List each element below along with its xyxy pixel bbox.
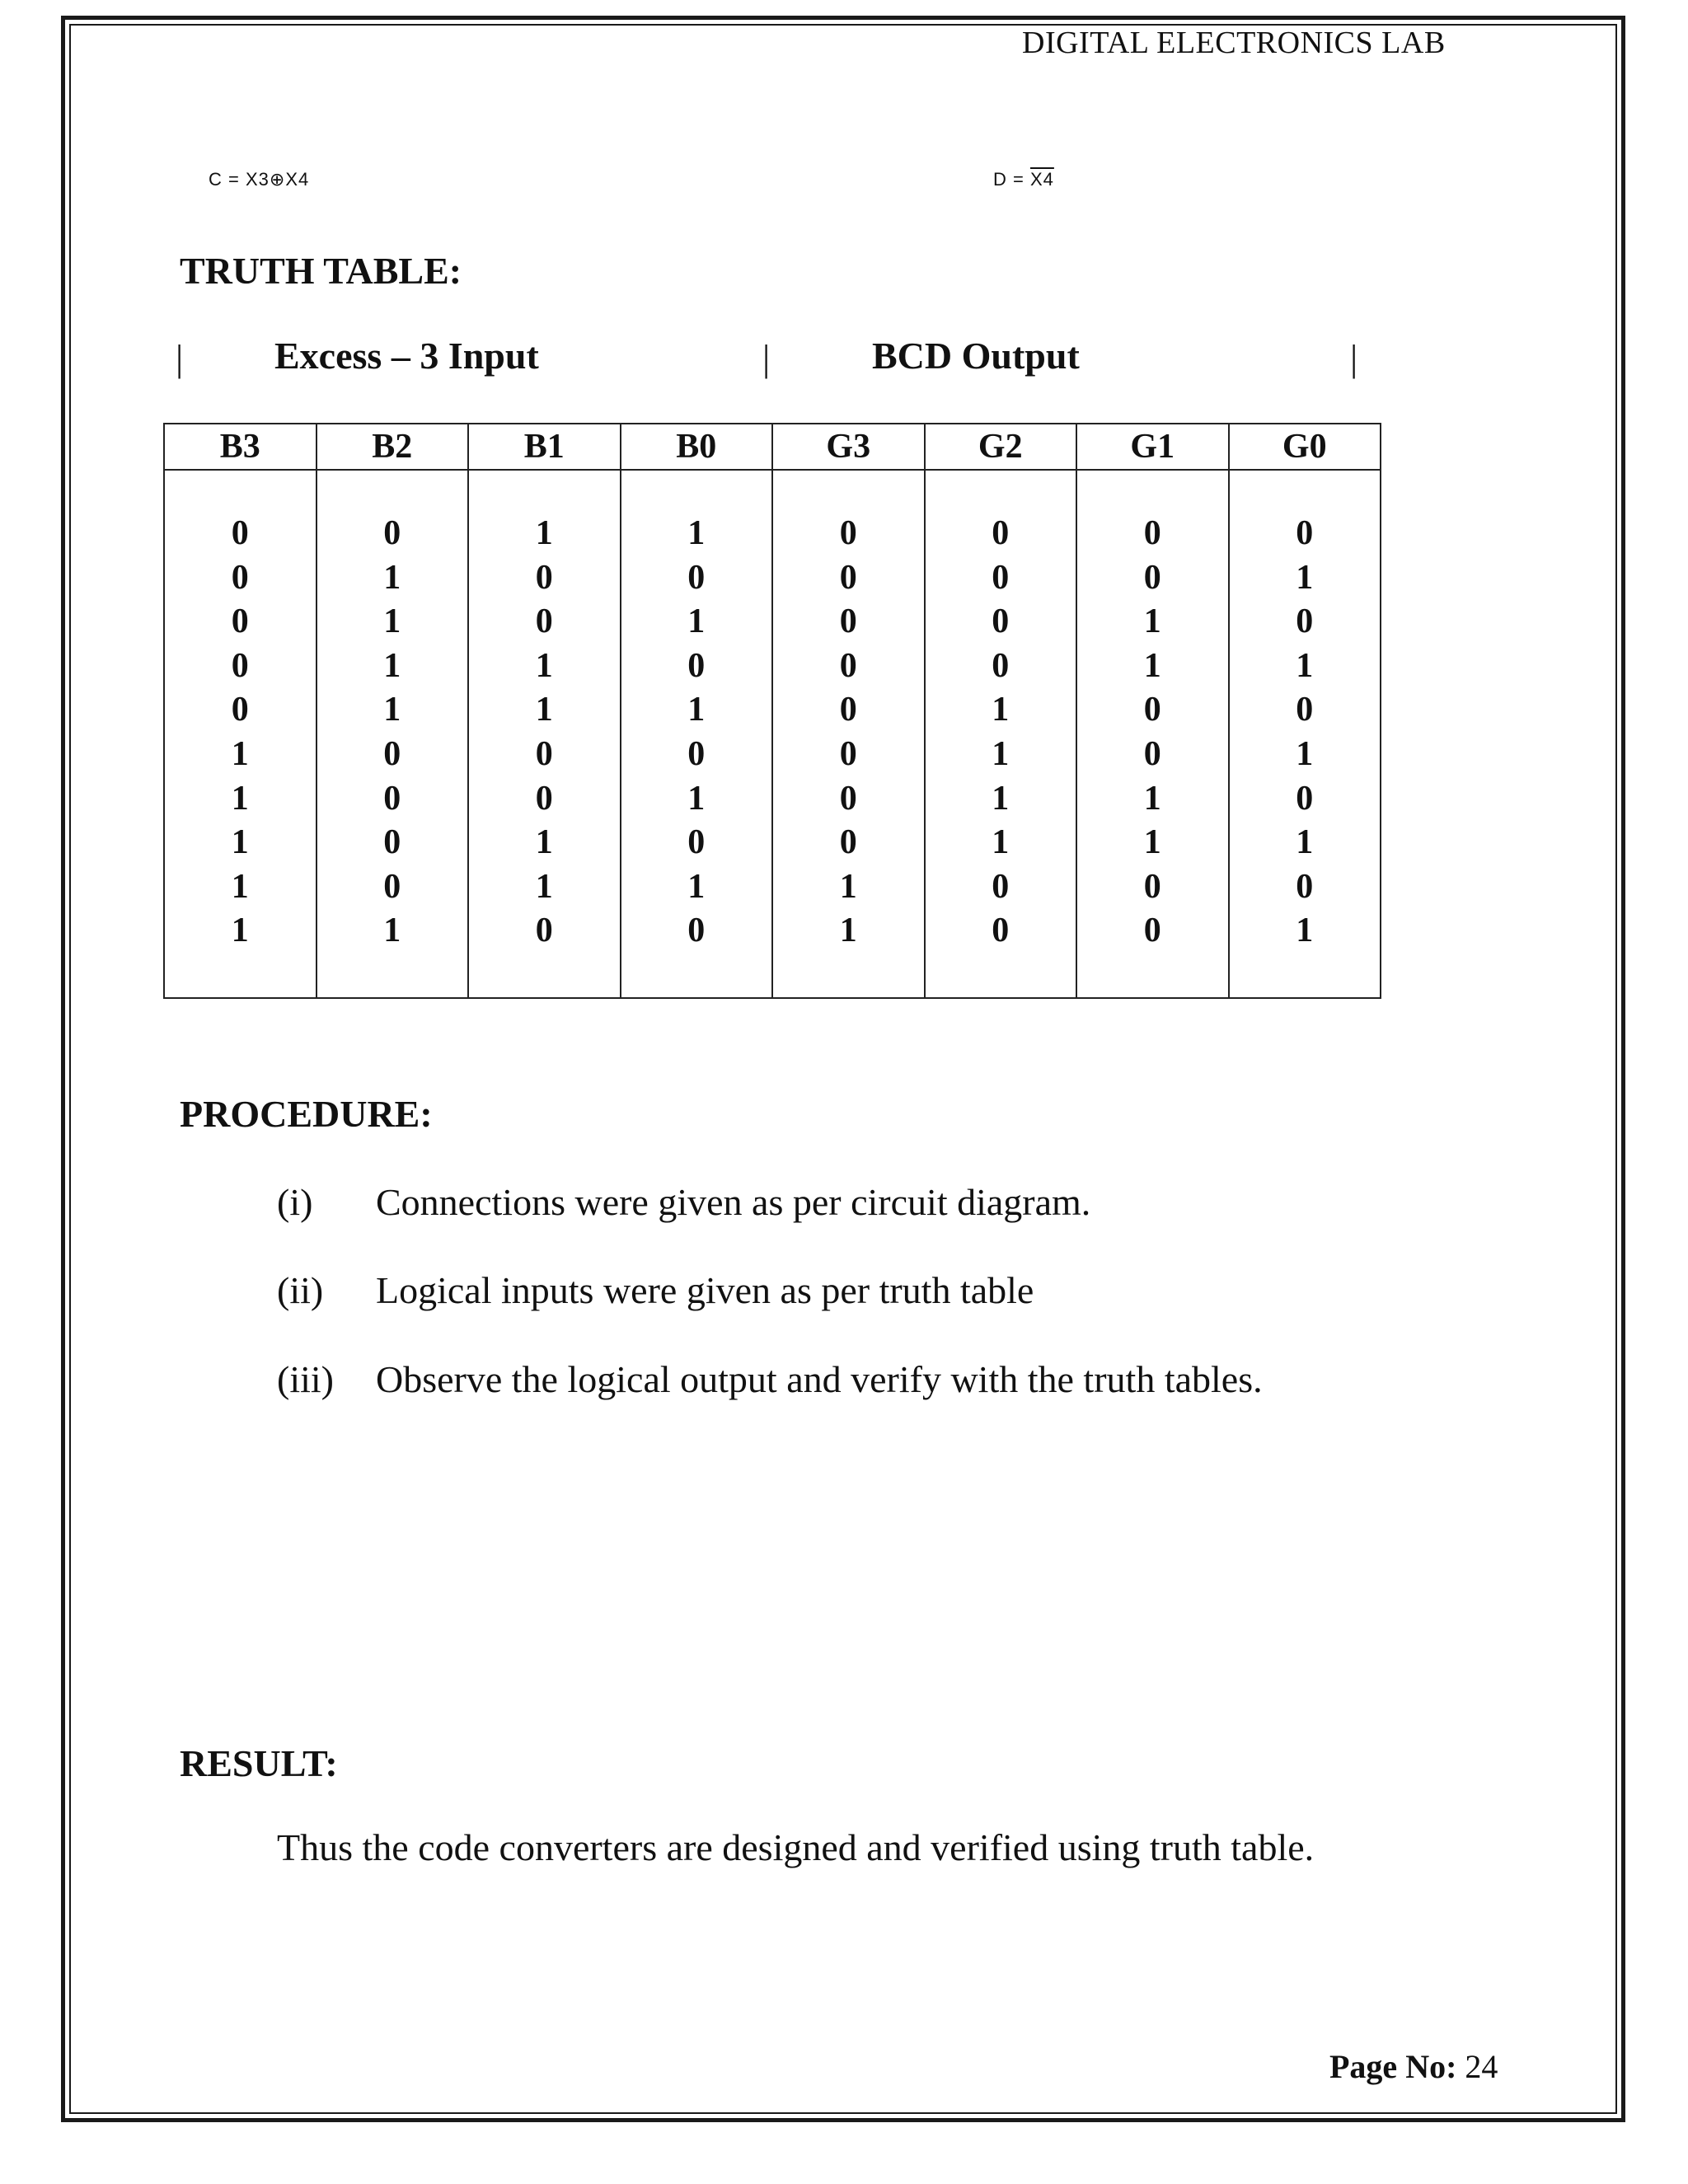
truth-table-cell: 1 (839, 912, 857, 950)
group-divider-middle: | (762, 337, 771, 379)
truth-table-values (317, 471, 468, 954)
truth-table-cell: 1 (383, 602, 401, 641)
truth-table-values (1077, 471, 1228, 954)
truth-table-cell: 1 (992, 734, 1010, 773)
truth-table-cell: 1 (383, 912, 401, 950)
truth-table-cell: 1 (1296, 646, 1314, 685)
truth-table-cell: 1 (231, 734, 249, 773)
truth-table-cell: 0 (383, 514, 401, 552)
truth-table-cell: 1 (687, 779, 706, 818)
truth-table-cell: 1 (1296, 558, 1314, 597)
procedure-step-text: Logical inputs were given as per truth table (376, 1269, 1034, 1311)
truth-table-cell: 1 (535, 646, 553, 685)
truth-table-cell: 0 (839, 514, 857, 552)
truth-table-header-cell: G1 (1077, 424, 1228, 471)
truth-table-cell: 0 (1143, 867, 1161, 906)
page-header: DIGITAL ELECTRONICS LAB (1022, 26, 1446, 60)
truth-table-cell: 0 (992, 646, 1010, 685)
truth-table-cell: 1 (535, 691, 553, 729)
procedure-step-text: Observe the logical output and verify with the truth tables. (376, 1358, 1263, 1400)
formula-d-lhs: D = (993, 169, 1030, 190)
truth-table-cell: 1 (1296, 734, 1314, 773)
truth-table-cell: 0 (839, 734, 857, 773)
truth-table-values (926, 471, 1076, 954)
truth-table-values (165, 471, 316, 954)
truth-table-cell: 0 (1296, 602, 1314, 641)
result-title: RESULT: (180, 1742, 338, 1784)
formula-c-b: X4 (285, 169, 310, 190)
formula-d (993, 169, 1054, 190)
truth-table-cell: 0 (992, 912, 1010, 950)
formula-c-lhs: C = (209, 169, 246, 190)
truth-table-cell: 0 (1296, 514, 1314, 552)
result-text: Thus the code converters are designed and verified using truth table. (277, 1826, 1315, 1868)
truth-table-cell: 0 (1143, 514, 1161, 552)
truth-table-header-cell: G3 (773, 424, 924, 471)
truth-table-cell: 0 (383, 734, 401, 773)
truth-table-cell: 1 (383, 558, 401, 597)
truth-table-cell: 0 (839, 646, 857, 685)
truth-table-cell: 0 (687, 912, 706, 950)
truth-table-cell: 1 (687, 514, 706, 552)
truth-table-cell: 0 (383, 779, 401, 818)
truth-table-cell: 0 (1143, 734, 1161, 773)
truth-table-column (467, 424, 620, 997)
truth-table-cell: 0 (535, 779, 553, 818)
truth-table-cell: 0 (1296, 779, 1314, 818)
truth-table-cell: 0 (231, 558, 249, 597)
truth-table-values (773, 471, 924, 954)
truth-table-cell: 0 (839, 779, 857, 818)
truth-table-cell: 0 (839, 823, 857, 862)
truth-table-cell: 0 (687, 558, 706, 597)
truth-table-cell: 0 (1143, 558, 1161, 597)
truth-table-cell: 0 (839, 602, 857, 641)
truth-table (163, 423, 1381, 999)
truth-table-cell: 1 (687, 602, 706, 641)
procedure-step-number: (iii) (277, 1358, 334, 1400)
truth-table-column (165, 424, 316, 997)
truth-table-values (621, 471, 772, 954)
truth-table-cell: 0 (992, 602, 1010, 641)
procedure-step-text: Connections were given as per circuit diagram. (376, 1181, 1091, 1223)
truth-table-cell: 1 (687, 867, 706, 906)
truth-table-cell: 1 (1143, 602, 1161, 641)
truth-table-cell: 0 (839, 558, 857, 597)
bcd-output-heading: BCD Output (872, 335, 1080, 377)
truth-table-cell: 1 (839, 867, 857, 906)
page-number-value: 24 (1465, 2048, 1498, 2085)
truth-table-cell: 1 (1143, 823, 1161, 862)
truth-table-header-cell: B1 (469, 424, 620, 471)
procedure-step-number: (ii) (277, 1269, 324, 1311)
truth-table-cell: 0 (383, 867, 401, 906)
truth-table-cell: 0 (383, 823, 401, 862)
truth-table-header-cell: B0 (621, 424, 772, 471)
truth-table-cell: 1 (231, 779, 249, 818)
formula-c-a: X3 (245, 169, 270, 190)
truth-table-cell: 0 (535, 558, 553, 597)
truth-table-cell: 0 (1143, 912, 1161, 950)
truth-table-header-cell: B3 (165, 424, 316, 471)
truth-table-cell: 1 (231, 867, 249, 906)
truth-table-cell: 0 (535, 602, 553, 641)
truth-table-cell: 0 (231, 602, 249, 641)
truth-table-column (1228, 424, 1381, 997)
procedure-title: PROCEDURE: (180, 1093, 433, 1135)
truth-table-cell: 0 (839, 691, 857, 729)
group-divider-right: | (1350, 337, 1358, 379)
truth-table-cell: 1 (1143, 646, 1161, 685)
truth-table-cell: 1 (231, 823, 249, 862)
truth-table-cell: 0 (535, 912, 553, 950)
truth-table-cell: 0 (231, 514, 249, 552)
truth-table-cell: 1 (992, 779, 1010, 818)
truth-table-title: TRUTH TABLE: (180, 250, 462, 292)
truth-table-cell: 1 (535, 823, 553, 862)
truth-table-cell: 1 (535, 514, 553, 552)
truth-table-cell: 1 (1143, 779, 1161, 818)
truth-table-cell: 0 (992, 514, 1010, 552)
formula-c (209, 169, 309, 190)
truth-table-cell: 0 (1296, 867, 1314, 906)
truth-table-cell: 1 (383, 691, 401, 729)
truth-table-cell: 1 (535, 867, 553, 906)
truth-table-column (924, 424, 1076, 997)
truth-table-header-cell: B2 (317, 424, 468, 471)
truth-table-column (771, 424, 924, 997)
truth-table-cell: 1 (383, 646, 401, 685)
group-divider-left: | (176, 337, 184, 379)
truth-table-column (316, 424, 468, 997)
truth-table-cell: 1 (231, 912, 249, 950)
truth-table-header-cell: G0 (1230, 424, 1381, 471)
truth-table-values (469, 471, 620, 954)
truth-table-cell: 0 (992, 558, 1010, 597)
truth-table-cell: 1 (1296, 823, 1314, 862)
page-number-label: Page No: (1329, 2048, 1457, 2085)
truth-table-cell: 0 (687, 646, 706, 685)
truth-table-cell: 1 (992, 691, 1010, 729)
xor-symbol: ⊕ (269, 169, 286, 190)
excess3-input-heading: Excess – 3 Input (274, 335, 539, 377)
truth-table-cell: 0 (992, 867, 1010, 906)
truth-table-header-cell: G2 (926, 424, 1076, 471)
truth-table-column (1076, 424, 1228, 997)
truth-table-cell: 1 (992, 823, 1010, 862)
truth-table-cell: 0 (1143, 691, 1161, 729)
truth-table-column (620, 424, 772, 997)
truth-table-cell: 0 (1296, 691, 1314, 729)
truth-table-cell: 0 (231, 691, 249, 729)
truth-table-cell: 1 (1296, 912, 1314, 950)
procedure-step-number: (i) (277, 1181, 313, 1223)
truth-table-cell: 0 (535, 734, 553, 773)
truth-table-cell: 0 (687, 734, 706, 773)
truth-table-cell: 0 (231, 646, 249, 685)
truth-table-cell: 0 (687, 823, 706, 862)
truth-table-values (1230, 471, 1381, 954)
truth-table-cell: 1 (687, 691, 706, 729)
formula-d-var: X4 (1029, 169, 1054, 190)
page-number (1329, 2047, 1498, 2086)
